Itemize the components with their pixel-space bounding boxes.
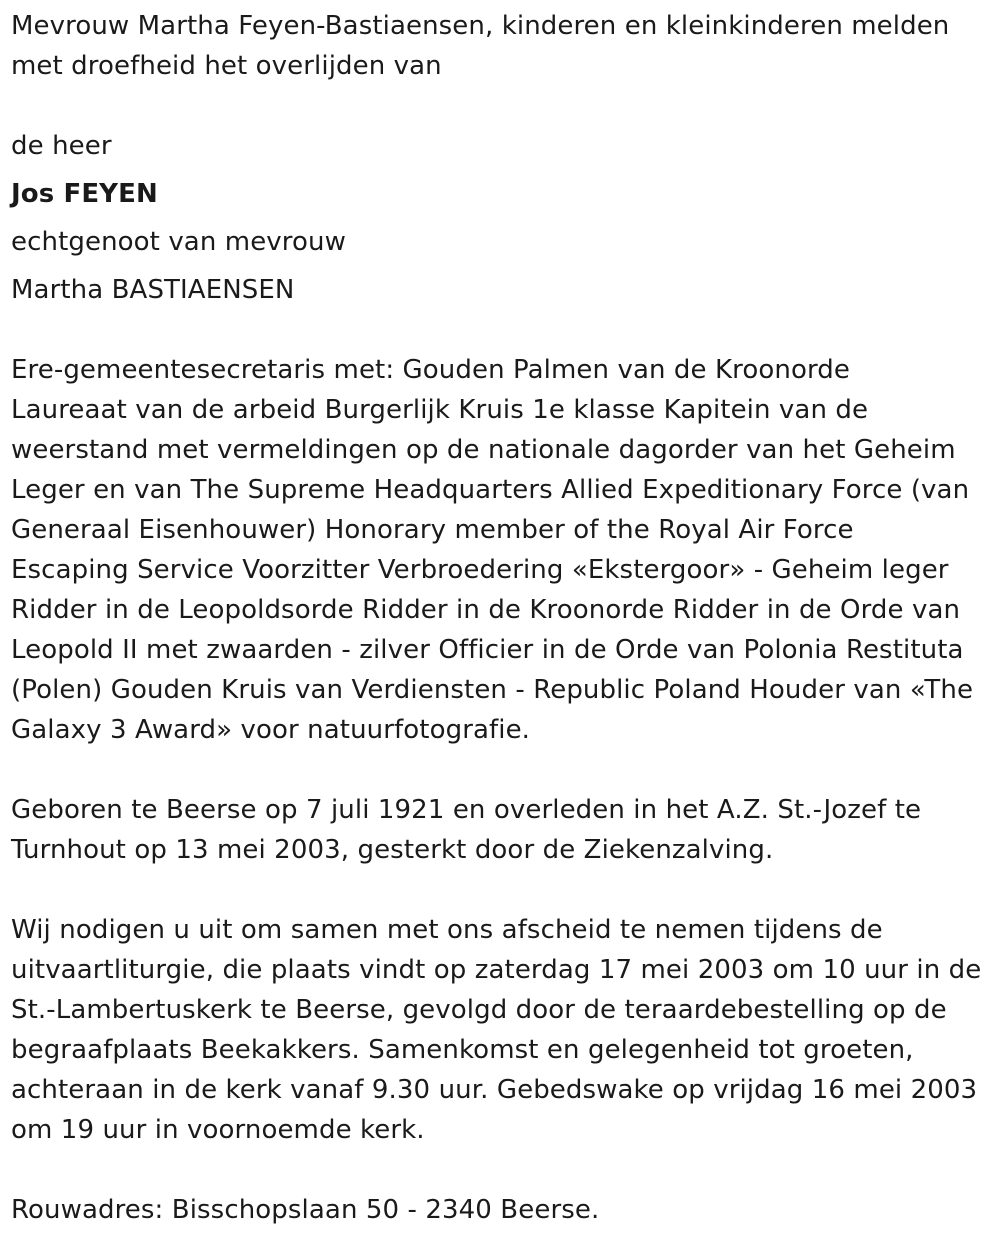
honours-line: Galaxy 3 Award» voor natuurfotografie. (11, 715, 531, 745)
honours-line: Escaping Service Voorzitter Verbroedering «Ekstergoor» - Geheim leger (11, 555, 949, 585)
honours-line: Generaal Eisenhouwer) Honorary member of the Royal Air Force (11, 515, 854, 545)
honours-line: Leopold II met zwaarden - zilver Officier in de Orde van Polonia Restituta (11, 635, 964, 665)
honours-line: Ere-gemeentesecretaris met: Gouden Palmen van de Kroonorde (11, 355, 850, 385)
ceremony-line: om 19 uur in voornoemde kerk. (11, 1115, 425, 1145)
ceremony-line: St.-Lambertuskerk te Beerse, gevolgd door de teraardebestelling op de (11, 995, 947, 1025)
honours-line: Ridder in de Leopoldsorde Ridder in de Kroonorde Ridder in de Orde van (11, 595, 961, 625)
ceremony-line: Wij nodigen u uit om samen met ons afscheid te nemen tijdens de (11, 915, 883, 945)
spouse-prefix: echtgenoot van mevrouw (11, 227, 346, 257)
honours-line: weerstand met vermeldingen op de nationale dagorder van het Geheim (11, 435, 956, 465)
mourning-address: Rouwadres: Bisschopslaan 50 - 2340 Beerse. (11, 1195, 600, 1225)
honours-paragraph (11, 350, 973, 750)
intro-line: met droefheid het overlijden van (11, 51, 442, 81)
salutation: de heer (11, 131, 112, 161)
intro-line: Mevrouw Martha Feyen-Bastiaensen, kinderen en kleinkinderen melden (11, 11, 950, 41)
spouse-name: Martha BASTIAENSEN (11, 275, 295, 305)
ceremony-paragraph (11, 910, 981, 1150)
honours-line: (Polen) Gouden Kruis van Verdiensten - Republic Poland Houder van «The (11, 675, 974, 705)
ceremony-line: begraafplaats Beekakkers. Samenkomst en gelegenheid tot groeten, (11, 1035, 914, 1065)
deceased-name: Jos FEYEN (11, 179, 158, 209)
ceremony-line: achteraan in de kerk vanaf 9.30 uur. Gebedswake op vrijdag 16 mei 2003 (11, 1075, 978, 1105)
birth-death-line: Geboren te Beerse op 7 juli 1921 en overleden in het A.Z. St.-Jozef te (11, 795, 922, 825)
honours-line: Leger en van The Supreme Headquarters Allied Expeditionary Force (van (11, 475, 970, 505)
birth-death-line: Turnhout op 13 mei 2003, gesterkt door de Ziekenzalving. (11, 835, 774, 865)
honours-line: Laureaat van de arbeid Burgerlijk Kruis 1e klasse Kapitein van de (11, 395, 869, 425)
ceremony-line: uitvaartliturgie, die plaats vindt op zaterdag 17 mei 2003 om 10 uur in de (11, 955, 982, 985)
birth-death-paragraph (11, 790, 921, 870)
